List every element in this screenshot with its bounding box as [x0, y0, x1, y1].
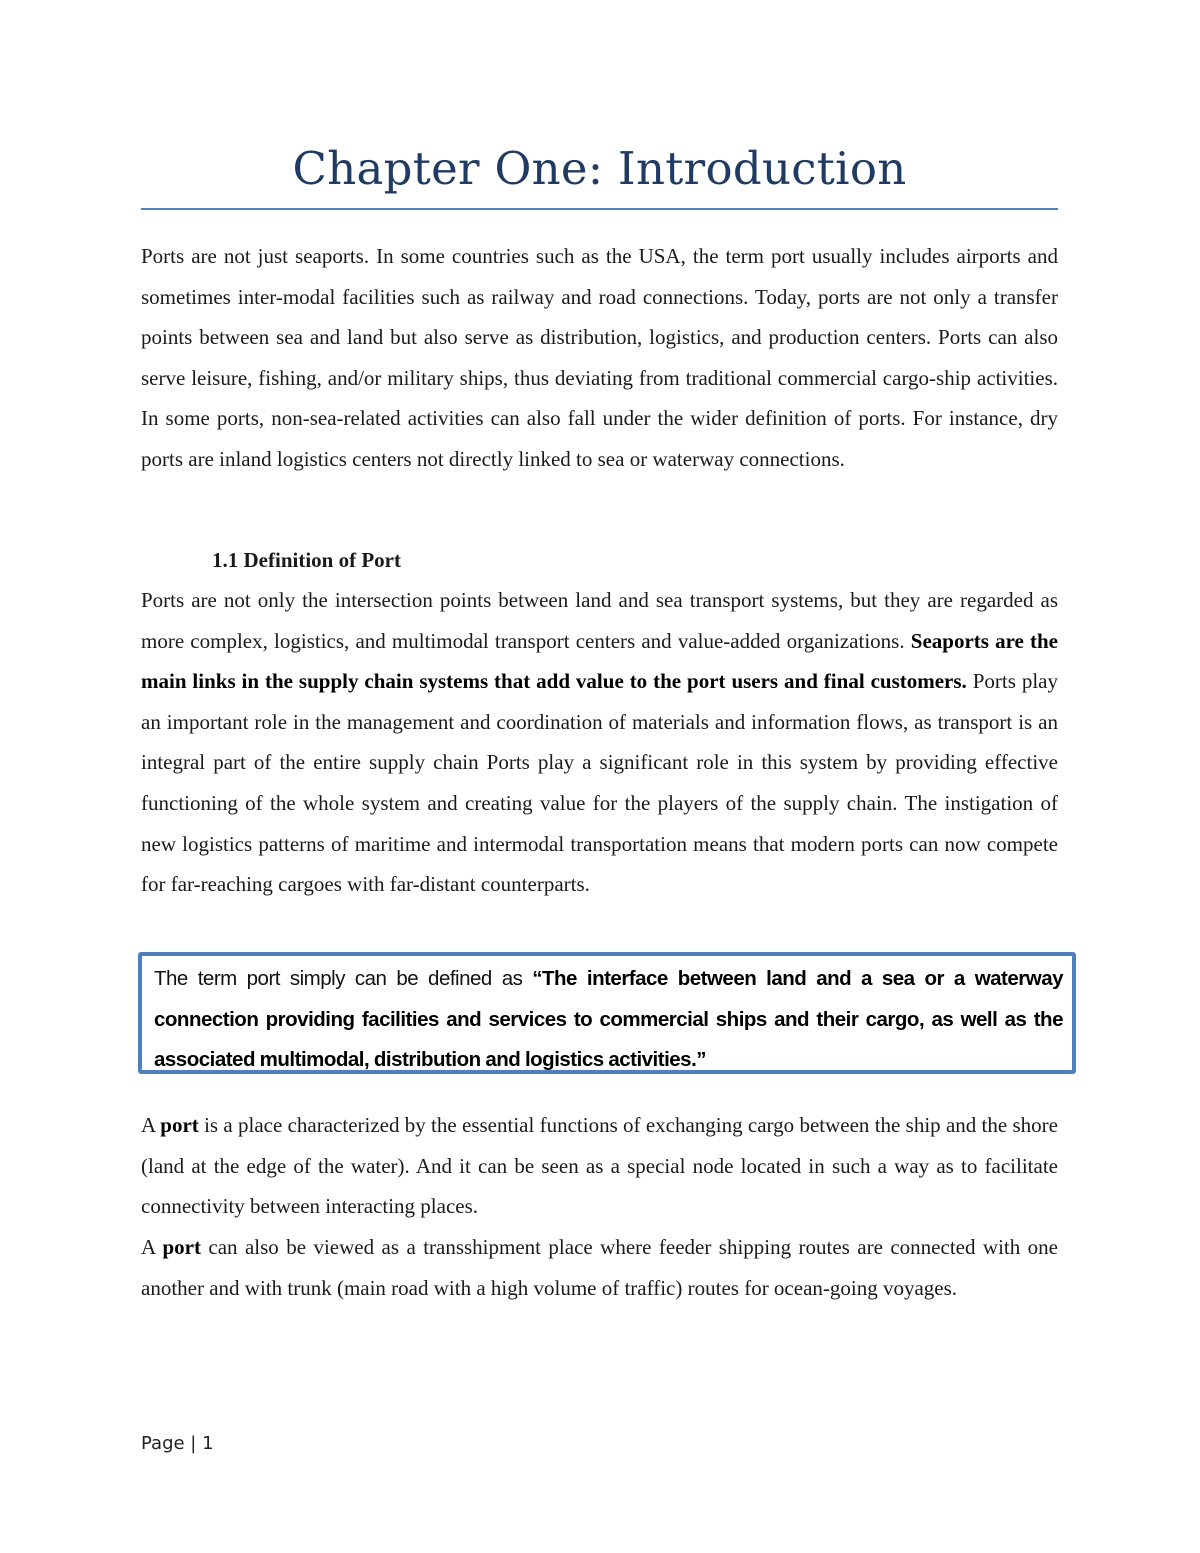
definition-bold-statement: Seaports are the main links in the supply chain systems that add value to the port users and final customers. [141, 628, 1059, 694]
definition-callout-box [138, 952, 1076, 1074]
port-paragraph-2 [141, 1227, 1058, 1308]
definition-callout-text [154, 959, 1063, 1081]
title-underline [141, 208, 1058, 210]
port-paragraph-1 [141, 1105, 1058, 1227]
definition-paragraph [141, 580, 1058, 905]
callout-lead-text: The term port simply can be defined as [154, 967, 533, 990]
definition-text-part1: Ports are not only the intersection points between land and sea transport systems, but they are regarded as more complex, logistics, and multimodal transport centers and value-added organizations. [141, 588, 1058, 653]
port-para2-prefix: A [141, 1235, 163, 1259]
intro-paragraph: Ports are not just seaports. In some countries such as the USA, the term port usually includes airports and sometimes inter-modal facilities such as railway and road connections. Today, ports are not only a transfer points between sea and land but also serve as distribution, logistics, and production centers. Ports can also serve leisure, fishing, and/or military ships, thus deviating from traditional commercial cargo-ship activities. In some ports, non-sea-related activities can also fall under the wider definition of ports. For instance, dry ports are inland logistics centers not directly linked to sea or waterway connections. [141, 244, 1058, 471]
port-para2-bold: port [162, 1235, 201, 1259]
callout-quote-text: “The interface between land and a sea or a waterway connection providing facilities and services to commercial ships and their cargo, as well as the associated multimodal, distribution and logistics activities.” [154, 967, 1063, 1071]
page-footer: Page | 1 [141, 1433, 214, 1454]
port-para1-prefix: A [141, 1113, 161, 1137]
definition-text-part2: Ports play an important role in the management and coordination of materials and information flows, as transport is an integral part of the entire supply chain Ports play a significant role in this system by providing effective functioning of the whole system and creating value for the players of the supply chain. The instigation of new logistics patterns of maritime and intermodal transportation means that modern ports can now compete for far-reaching cargoes with far-distant counterparts. [141, 669, 1058, 897]
chapter-title: Chapter One: Introduction [292, 142, 907, 195]
section-heading: 1.1 Definition of Port [212, 548, 401, 572]
port-para1-bold: port [160, 1113, 199, 1137]
port-para2-rest: can also be viewed as a transshipment place where feeder shipping routes are connected with one another and with trunk (main road with a high volume of traffic) routes for ocean-going voyages. [141, 1235, 1058, 1300]
port-para1-rest: is a place characterized by the essential functions of exchanging cargo between the ship and the shore (land at the edge of the water). And it can be seen as a special node located in such a way as to facilitate connectivity between interacting places. [141, 1113, 1058, 1219]
